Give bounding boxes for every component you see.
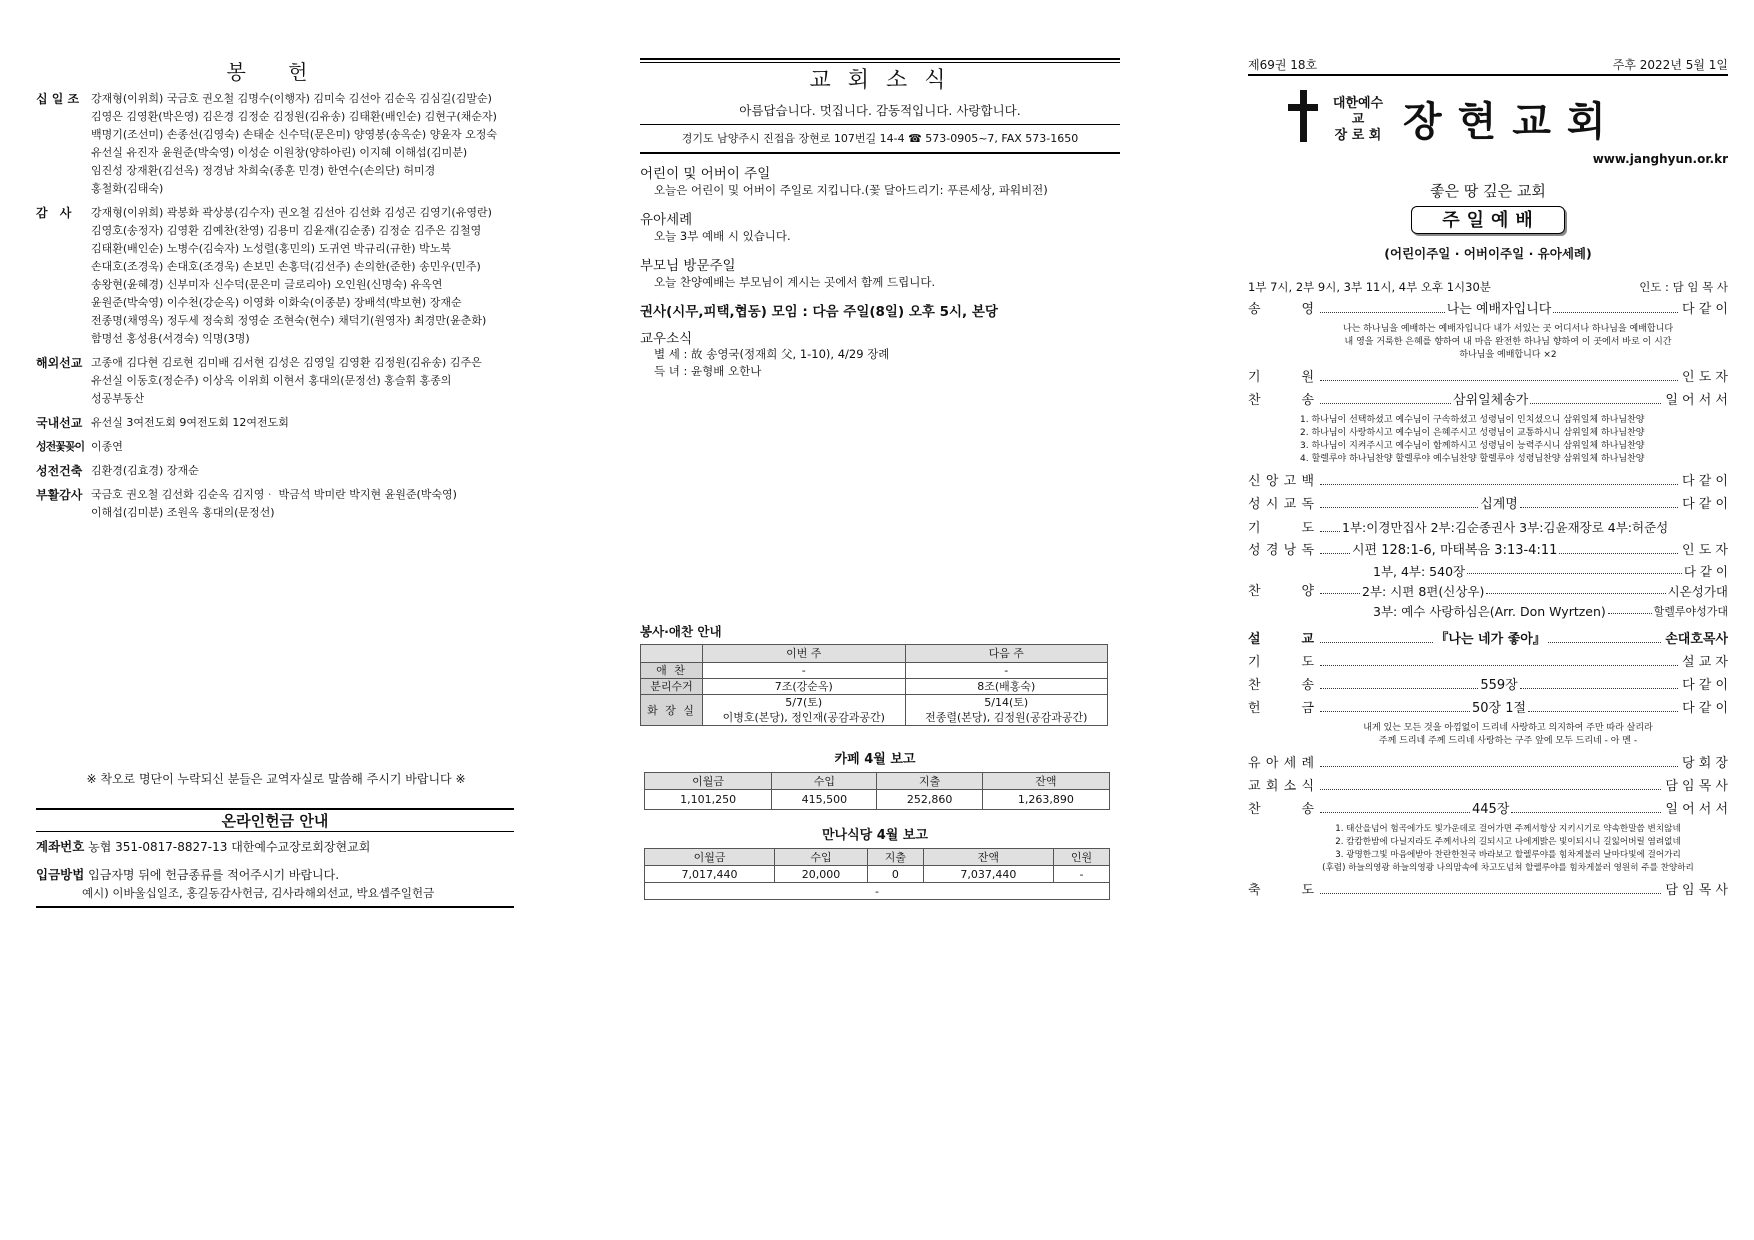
offering-section (36, 204, 516, 348)
order-title: 기 도 (1248, 655, 1314, 670)
cell-text: 이병호(본당), 정인재(공감과공간) (722, 711, 885, 724)
cafe-report-title: 카페 4월 보고 (834, 752, 916, 767)
manna-report-title: 만나식당 4월 보고 (821, 828, 928, 843)
church-address: 경기도 남양주시 진접읍 장현로 107번길 14-4 ☎ 573-0905~7, FAX 573-1650 (640, 125, 1120, 153)
table-cell: 7조(강순옥) (703, 679, 906, 695)
method-row (36, 856, 514, 884)
order-item (1248, 493, 1728, 516)
offering-label: 부활감사 (36, 488, 83, 502)
news-text: 오늘 찬양예배는 부모님이 계시는 곳에서 함께 드립니다. (654, 275, 936, 289)
table-header: 이월금 (645, 849, 775, 866)
cafe-report-table (644, 772, 1110, 810)
order-content: 559장 (1480, 678, 1518, 693)
fellowship-item: 득 녀 : 윤형배 오한나 (654, 364, 762, 378)
order-title: 찬 송 (1248, 678, 1314, 693)
offering-section (36, 354, 516, 408)
table-row (645, 773, 1110, 790)
order-title: 기 도 (1248, 521, 1314, 536)
worship-column (1248, 0, 1728, 1240)
order-person: 인 도 자 (1682, 543, 1728, 558)
volume-number: 제69권 18호 (1248, 58, 1318, 72)
table-cell: - (703, 663, 906, 679)
manna-report-table (644, 848, 1110, 900)
table-row (645, 790, 1110, 810)
lyric-text: 내게 있는 모든 것을 아낌없이 드리네 사랑하고 의지하여 주만 따라 살리라 주께 드리네 주께 드리네 사랑하는 구주 앞에 모두 드리네 - 아 멘 - (1363, 723, 1653, 746)
table-header: 지출 (877, 773, 982, 790)
table-cell: 1,263,890 (982, 790, 1109, 810)
sunday-note: (어린이주일 · 어버이주일 · 유아세례) (1384, 246, 1592, 261)
table-cell: - (905, 663, 1108, 679)
anthem-person: 시온성가대 (1667, 584, 1728, 599)
order-title: 송 영 (1248, 302, 1314, 317)
table-cell: 20,000 (775, 866, 868, 883)
order-person: 설 교 자 (1682, 655, 1728, 670)
service-title: 봉사·애찬 안내 (640, 624, 722, 639)
order-person: 다 같 이 (1682, 302, 1728, 317)
offering-names: 강재형(이위희) 곽봉화 곽상봉(김수자) 권오철 김선아 김선화 김성곤 김영기(유영란) 김영호(송정자) 김영환 김예찬(찬영) 김용미 김윤재(김순종) 김정순 김주은 김철영 김태환(배인순) 노병수(김숙자) 노성렬(홍민의) 도귀연 박규리(규한) 박노북 손대호(조경욱) 손대호(조경욱) 손보민 손홍덕(김선주) 손의한(준한) 송민우(민주) 송왕현(윤혜경) 신부미자 신수덕(문은미 글로리아) 오인원(신명숙) 유옥연 윤원준(박숙영) 이수천(강순옥) 이영화 이화숙(이종분) 장배석(박보현) 장재순 전종명(채영옥) 정두세 정숙희 정영순 조현숙(현수) 채덕기(원영자) 최경만(윤춘화) 함명선 홍성용(서경숙) 익명(3명) (91, 206, 492, 345)
order-title: 찬 양 (1248, 584, 1314, 599)
offering-section (36, 462, 516, 480)
news-header (640, 58, 1120, 154)
order-person: 인 도 자 (1682, 370, 1728, 385)
order-content: 십계명 (1480, 497, 1518, 512)
method-text: 입금자명 뒤에 헌금종류를 적어주시기 바랍니다. (88, 868, 340, 882)
order-item (1248, 539, 1728, 562)
order-item (1248, 298, 1728, 321)
church-logo (1248, 86, 1728, 152)
lyric-text: 1. 하나님이 선택하셨고 예수님이 구속하셨고 성령님이 인치셨으니 삼위일체 하나님찬양 2. 하나님이 사랑하시고 예수님이 은혜주시고 성령님이 교통하시니 삼위일체 하나님찬양 3. 하나님이 지켜주시고 예수님이 함께하시고 성령님이 능력주시니 삼위일체 하나님찬양 4. 할렐루야 하나님찬양 할렐루야 예수님찬양 할렐루야 성령님찬양 삼위일체 하나님찬양 (1300, 415, 1645, 464)
lyric-text: 1. 태산을넘어 험곡에가도 빛가운데로 걸어가면 주께서항상 지키시기로 약속한말씀 변치않네 2. 캄캄한밤에 다닐지라도 주께서나의 길되시고 나에게밝은 빛이되시니 길잃어버릴 염려없네 3. 광명한그빛 마음에받아 찬란한천국 바라보고 할렐루야를 힘차게불러 날마다빛에 걸어가리 (후렴) 하늘의영광 하늘의영광 나의맘속에 차고도넘쳐 할렐루야를 힘차게불러 영원히 주를 찬양하리 (1322, 824, 1694, 873)
issue-date: 주후 2022년 5월 1일 (1612, 58, 1728, 72)
table-cell (703, 695, 906, 726)
news-heading: 어린이 및 어버이 주일 (640, 166, 771, 182)
church-news-column (640, 0, 1120, 1240)
fellowship-item: 별 세 : 故 송영국(정재희 父, 1-10), 4/29 장례 (654, 347, 890, 361)
order-title: 축 도 (1248, 883, 1314, 898)
denomination: 대한예수교 장 로 회 (1332, 96, 1384, 143)
order-person: 일 어 서 서 (1665, 802, 1728, 817)
row-label: 분리수거 (641, 679, 703, 695)
news-subtitle: 아름답습니다. 멋집니다. 감동적입니다. 사랑합니다. (640, 99, 1120, 125)
offering-label: 성전건축 (36, 464, 83, 478)
anthem-block (1248, 562, 1728, 622)
table-cell: 7,017,440 (645, 866, 775, 883)
order-item (1248, 798, 1728, 821)
order-item (1248, 389, 1728, 412)
account-number: 농협 351-0817-8827-13 대한예수교장로회장현교회 (88, 840, 371, 854)
order-title: 찬 송 (1248, 802, 1314, 817)
church-name: 장현교회 (1403, 98, 1622, 145)
table-row (641, 645, 1108, 663)
service-title-box: 주일예배 (1411, 206, 1565, 234)
table-header-blank (641, 645, 703, 663)
order-item (1248, 697, 1728, 720)
fellowship-heading: 교우소식 (640, 331, 693, 347)
fellowship-news (640, 327, 1120, 380)
news-text: 오늘은 어린이 및 어버이 주일로 지킵니다.(꽃 달아드리기: 푸른세상, 파워비전) (654, 183, 1048, 197)
order-item (1248, 775, 1728, 798)
order-title: 헌 금 (1248, 701, 1314, 716)
table-header: 이월금 (645, 773, 772, 790)
lyric-text: 나는 하나님을 예배하는 예배자입니다 내가 서있는 곳 어디서나 하나님을 예배합니다 내 영을 거룩한 은혜를 향하여 내 마음 완전한 하나님 향하여 이 곳에서 바로 이 시간 하나님을 예배합니다 ×2 (1342, 324, 1674, 360)
table-cell (905, 695, 1108, 726)
table-header: 잔액 (923, 849, 1053, 866)
offering-section (36, 438, 516, 456)
order-item (1248, 879, 1728, 902)
order-person: 다 같 이 (1682, 678, 1728, 693)
table-row (645, 883, 1110, 900)
table-cell: 7,037,440 (923, 866, 1053, 883)
service-times: 1부 7시, 2부 9시, 3부 11시, 4부 오후 1시30분 (1248, 280, 1491, 294)
order-person: 다 같 이 (1682, 474, 1728, 489)
table-header: 이번 주 (703, 645, 906, 663)
anthem-person: 할렐루야성가대 (1653, 605, 1728, 618)
order-person: 일 어 서 서 (1665, 393, 1728, 408)
table-row (641, 679, 1108, 695)
issue-bar (1248, 56, 1728, 76)
order-content: 445장 (1472, 802, 1510, 817)
table-cell: - (1053, 866, 1109, 883)
offering-title: 봉 헌 (226, 60, 326, 84)
news-text: 오늘 3부 예배 시 있습니다. (654, 229, 791, 243)
offering-label: 십 일 조 (36, 92, 80, 106)
order-content: 시편 128:1-6, 마태복음 3:13-4:11 (1352, 543, 1558, 558)
order-item (1248, 516, 1728, 539)
order-item (1248, 366, 1728, 389)
order-item (1248, 651, 1728, 674)
method-label: 입금방법 (36, 867, 85, 882)
table-row (645, 849, 1110, 866)
table-header: 수입 (775, 849, 868, 866)
offering-label: 해외선교 (36, 356, 83, 370)
order-person: 손대호목사 (1665, 632, 1728, 647)
anthem-person: 다 같 이 (1683, 564, 1728, 579)
table-cell: 0 (867, 866, 923, 883)
online-offering-box (36, 808, 514, 908)
order-person: 담 임 목 사 (1665, 883, 1728, 898)
order-title: 성 경 낭 독 (1248, 543, 1314, 558)
table-cell: 252,860 (877, 790, 982, 810)
row-label: 애 찬 (641, 663, 703, 679)
offering-label: 국내선교 (36, 416, 83, 430)
news-heading: 부모님 방문주일 (640, 258, 736, 274)
offering-section (36, 414, 516, 432)
news-item (640, 254, 1120, 292)
cell-date: 5/14(토) (984, 696, 1029, 709)
service-leader: 인도 : 담 임 목 사 (1639, 280, 1728, 294)
order-person: 담 임 목 사 (1665, 779, 1728, 794)
offering-list (36, 90, 516, 522)
table-cell: 1,101,250 (645, 790, 772, 810)
table-row (645, 866, 1110, 883)
order-item (1248, 628, 1728, 651)
offering-names: 강재형(이위희) 국금호 권오철 김명수(이행자) 김미숙 김선아 김순옥 김심길(김말순) 김영은 김영환(박은영) 김은경 김정순 김정원(김유송) 김태환(배인순) 김현구(채순자) 백명기(조선미) 손종선(김영숙) 손태순 신수덕(문은미) 양영봉(송옥순) 양윤자 오정숙 유선실 유진자 윤원준(박숙영) 이성순 이원창(양하아린) 이지혜 이해섭(김미분) 임진성 장재환(김선옥) 정경남 차희숙(종훈 민경) 한연수(손의단) 허미경 홍철화(김태숙) (91, 92, 497, 195)
order-person: 다 같 이 (1682, 497, 1728, 512)
anthem-line: 1부, 4부: 540장 (1373, 564, 1466, 579)
order-of-worship (1248, 298, 1728, 902)
cell-date: 5/7(토) (785, 696, 823, 709)
offering-label: 감 사 (36, 206, 76, 220)
table-row (641, 695, 1108, 726)
order-content: 『나는 네가 좋아』 (1435, 632, 1546, 647)
service-table (640, 644, 1108, 726)
table-header: 지출 (867, 849, 923, 866)
offering-column (36, 0, 516, 1240)
news-item (640, 208, 1120, 246)
order-title: 교 회 소 식 (1248, 779, 1314, 794)
table-cell: 8조(배홍숙) (905, 679, 1108, 695)
order-content: 50장 1절 (1472, 701, 1527, 716)
church-url[interactable]: www.janghyun.or.kr (1592, 152, 1728, 166)
order-title: 찬 송 (1248, 393, 1314, 408)
account-row (36, 832, 514, 856)
offering-label: 성전꽃꽂이 (36, 440, 85, 453)
offering-names: 김환경(김효경) 장재순 (91, 464, 199, 477)
order-item (1248, 674, 1728, 697)
row-label: 화 장 실 (641, 695, 703, 726)
table-row (641, 663, 1108, 679)
meeting-notice: 권사(시무,피택,협동) 모임 : 다음 주일(8일) 오후 5시, 본당 (640, 304, 998, 320)
offering-section (36, 90, 516, 198)
offering-section (36, 486, 516, 522)
table-header: 다음 주 (905, 645, 1108, 663)
method-example: 예시) 이바울십일조, 홍길동감사헌금, 김사라해외선교, 박요셉주일헌금 (82, 886, 435, 900)
online-offering-title: 온라인헌금 안내 (36, 810, 514, 832)
order-title: 설 교 (1248, 632, 1314, 647)
omission-note: ※ 착오로 명단이 누락되신 분들은 교역자실로 말씀해 주시기 바랍니다 ※ (86, 772, 466, 786)
news-item (640, 162, 1120, 200)
offering-names: 유선실 3여전도회 9여전도회 12여전도회 (91, 416, 289, 429)
order-content: 나는 예배자입니다 (1446, 302, 1552, 317)
order-item (1248, 470, 1728, 493)
table-cell: 415,500 (772, 790, 877, 810)
anthem-line: 3부: 예수 사랑하심은(Arr. Don Wyrtzen) (1373, 604, 1606, 619)
news-heading: 유아세례 (640, 212, 693, 228)
news-title: 교 회 소 식 (809, 68, 951, 93)
table-cell: - (645, 883, 1110, 900)
cross-icon (1288, 90, 1318, 142)
order-title: 신 앙 고 백 (1248, 474, 1314, 489)
order-item (1248, 752, 1728, 775)
anthem-line: 2부: 시편 8편(신상우) (1362, 584, 1485, 599)
order-content: 삼위일체송가 (1453, 393, 1529, 408)
offering-names: 고종애 김다현 김로현 김미배 김서현 김성은 김영일 김영환 김정원(김유송) 김주은 유선실 이동호(정순주) 이상옥 이위희 이현서 홍대의(문정선) 홍슬휘 홍종의 성공부동산 (91, 356, 482, 405)
table-header: 잔액 (982, 773, 1109, 790)
cell-text: 전종렬(본당), 김정원(공감과공간) (925, 711, 1088, 724)
offering-names: 이종연 (91, 440, 123, 453)
order-content: 1부:이경만집사 2부:김순종권사 3부:김윤재장로 4부:허준성 (1342, 520, 1669, 535)
order-title: 기 원 (1248, 370, 1314, 385)
service-times-row (1248, 276, 1728, 298)
order-person: 다 같 이 (1682, 701, 1728, 716)
church-slogan: 좋은 땅 깊은 교회 (1430, 182, 1546, 200)
offering-names: 국금호 권오철 김선화 김순옥 김지영ᆞ 박금석 박미란 박지현 윤원준(박숙영) 이해섭(김미분) 조원옥 홍대의(문정선) (91, 488, 457, 519)
table-header: 수입 (772, 773, 877, 790)
order-title: 유 아 세 례 (1248, 756, 1314, 771)
table-header: 인원 (1053, 849, 1109, 866)
order-person: 당 회 장 (1682, 756, 1728, 771)
order-title: 성 시 교 독 (1248, 497, 1314, 512)
account-label: 계좌번호 (36, 839, 85, 854)
